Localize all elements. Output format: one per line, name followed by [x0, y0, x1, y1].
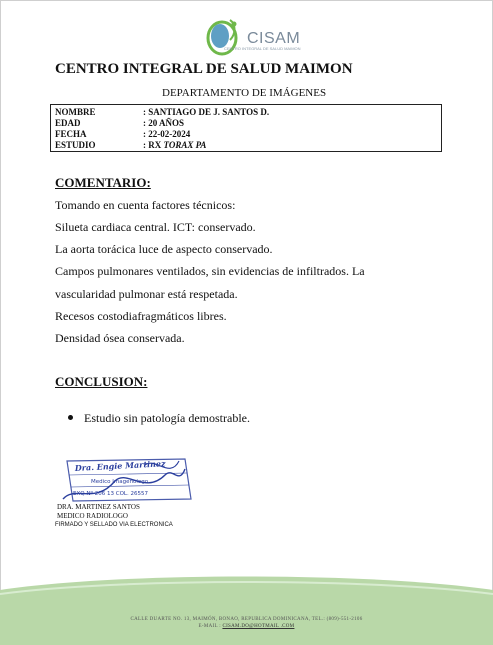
- email-link[interactable]: CISAM.DO@HOTMAIL .COM: [222, 624, 295, 629]
- footer-background: [0, 572, 493, 645]
- info-label: ESTUDIO: [55, 140, 96, 150]
- comentario-heading: COMENTARIO:: [55, 175, 151, 190]
- svg-text:Medico Imagenologo: Medico Imagenologo: [91, 479, 149, 485]
- info-value: : 20 AÑOS: [143, 118, 185, 128]
- footer-contact: [0, 624, 493, 629]
- signer-name: DRA. MARTINEZ SANTOS: [57, 503, 140, 511]
- page-title: CENTRO INTEGRAL DE SALUD MAIMON: [55, 61, 353, 77]
- logo-name: CISAM: [247, 30, 301, 47]
- info-label: NOMBRE: [55, 107, 96, 117]
- comentario-line: Tomando en cuenta factores técnicos:: [55, 198, 236, 212]
- department-title: DEPARTAMENTO DE IMÁGENES: [162, 87, 327, 99]
- comentario-line: Silueta cardiaca central. ICT: conservado.: [55, 220, 256, 234]
- info-row-fecha: [55, 129, 441, 140]
- svg-text:Dra. Engie Martinez: Dra. Engie Martinez: [74, 458, 166, 473]
- info-value: [143, 140, 206, 151]
- info-value: : 22-02-2024: [143, 129, 191, 139]
- comentario-line: Densidad ósea conservada.: [55, 331, 185, 345]
- study-name: TORAX PA: [163, 140, 207, 150]
- footer-address: CALLE DUARTE NO. 13, MAIMÓN, BONAO, REPUBLICA DOMINICANA, TEL.: (809)-551-2106: [130, 617, 363, 622]
- comentario-line: La aorta torácica luce de aspecto conservado.: [55, 242, 273, 256]
- study-prefix: : RX: [143, 140, 164, 150]
- info-row-nombre: [55, 107, 441, 118]
- svg-text:EXQ Nº 206 13 COL. 26557: EXQ Nº 206 13 COL. 26557: [73, 491, 148, 497]
- conclusion-item: Estudio sin patología demostrable.: [84, 411, 250, 425]
- info-value: : SANTIAGO DE J. SANTOS D.: [143, 107, 270, 117]
- email-label: E-MAIL :: [198, 624, 223, 629]
- comentario-line: Recesos costodiafragmáticos libres.: [55, 309, 227, 323]
- bullet-icon: [68, 415, 73, 420]
- comentario-line: Campos pulmonares ventilados, sin evidencias de infiltrados. La: [55, 264, 365, 278]
- conclusion-heading: CONCLUSION:: [55, 374, 148, 389]
- signature-name-block: [57, 503, 140, 521]
- info-label: FECHA: [55, 129, 87, 139]
- signature-note: FIRMADO Y SELLADO VIA ELECTRONICA: [55, 522, 173, 528]
- info-label: EDAD: [55, 118, 81, 128]
- info-row-estudio: [55, 140, 441, 151]
- signer-role: MEDICO RADIOLOGO: [57, 512, 128, 520]
- patient-info-box: [50, 104, 442, 152]
- info-row-edad: [55, 118, 441, 129]
- comentario-line: vascularidad pulmonar está respetada.: [55, 287, 238, 301]
- logo-subtitle: CENTRO INTEGRAL DE SALUD MAIMON: [224, 46, 301, 51]
